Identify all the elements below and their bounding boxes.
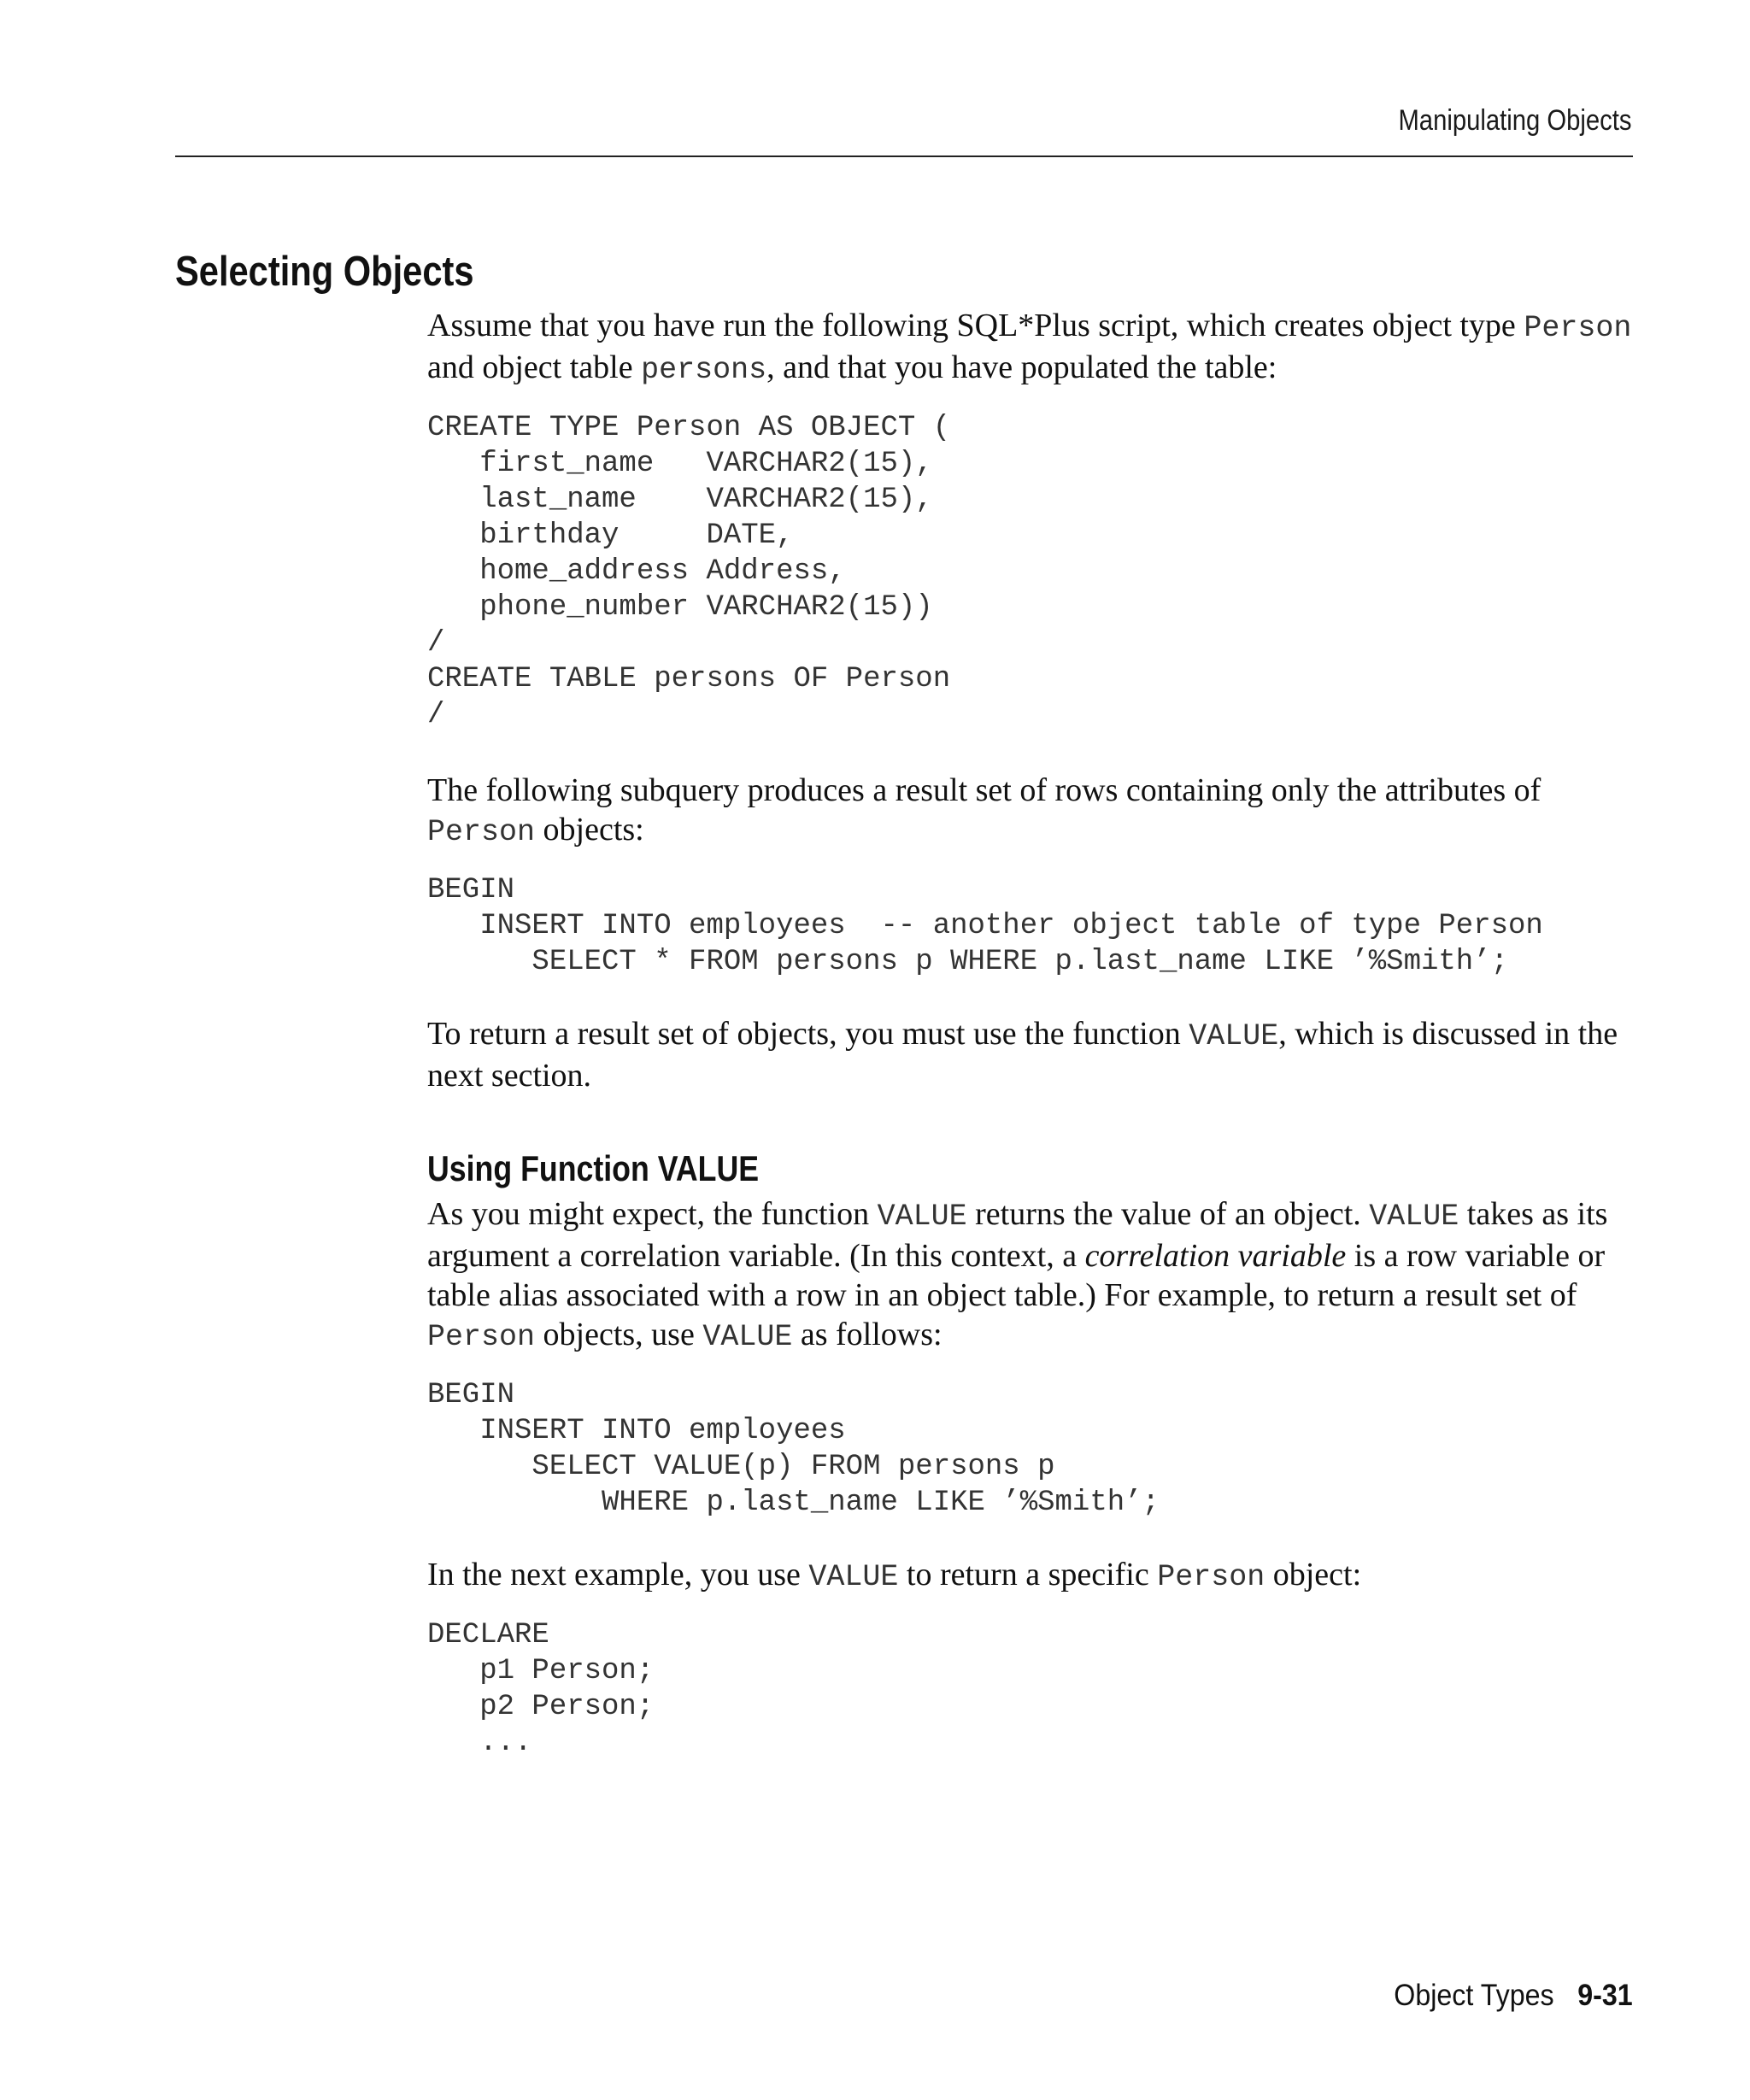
intro-text-1: Assume that you have run the following SQL*Plus script, which creates object type xyxy=(427,308,1524,343)
next-code-person: Person xyxy=(1157,1560,1266,1594)
intro-code-person: Person xyxy=(1524,311,1632,345)
return-text-1: To return a result set of objects, you must use the function xyxy=(427,1016,1189,1052)
code-block-create-type: CREATE TYPE Person AS OBJECT ( first_name VARCHAR2(15), last_name VARCHAR2(15), birthday DATE, home_address Address, phone_number VARCHAR2(15)) / CREATE TABLE persons OF Person / xyxy=(427,412,951,731)
subquery-paragraph xyxy=(427,771,1639,852)
footer-page-number: 9-31 xyxy=(1577,1979,1633,2012)
code-block-subquery: BEGIN INSERT INTO employees -- another object table of type Person SELECT * FROM persons p WHERE p.last_name LIKE ’%Smith’; xyxy=(427,874,1543,978)
return-text-2: , which is discussed in the next section. xyxy=(427,1016,1618,1094)
next-text-3: object: xyxy=(1265,1557,1362,1593)
running-header: Manipulating Objects xyxy=(1398,104,1632,137)
value-text-5: objects, use xyxy=(535,1317,703,1352)
intro-text-2: and object table xyxy=(427,349,642,385)
code-block-value: BEGIN INSERT INTO employees SELECT VALUE(p) FROM persons p WHERE p.last_name LIKE ’%Smith’; xyxy=(427,1379,1160,1519)
value-text-3: takes as its argument a correlation variable. (In this context, a xyxy=(427,1196,1608,1274)
correlation-variable-term: correlation variable xyxy=(1084,1238,1347,1274)
page-footer xyxy=(1395,1979,1633,2013)
value-text-4: is a row variable or table alias associated with a row in an object table.) For example, to return a result set of xyxy=(427,1238,1606,1313)
value-code-1: VALUE xyxy=(877,1200,967,1234)
value-text-6: as follows: xyxy=(792,1317,943,1352)
intro-text-3: , and that you have populated the table: xyxy=(766,349,1277,385)
code-block-declare: DECLARE p1 Person; p2 Person; ... xyxy=(427,1619,655,1759)
next-example-paragraph xyxy=(427,1555,1639,1597)
main-content xyxy=(427,306,1639,1761)
value-code-3: VALUE xyxy=(702,1320,793,1354)
next-text-1: In the next example, you use xyxy=(427,1557,809,1593)
header-rule xyxy=(175,155,1633,157)
value-paragraph xyxy=(427,1194,1639,1357)
subquery-text-2: objects: xyxy=(535,812,644,848)
subquery-text-1: The following subquery produces a result set of rows containing only the attributes of xyxy=(427,772,1542,808)
subquery-code-person: Person xyxy=(427,815,536,849)
next-code-value: VALUE xyxy=(808,1560,899,1594)
value-code-person: Person xyxy=(427,1320,536,1354)
subsection-title: Using Function VALUE xyxy=(427,1148,760,1188)
intro-code-persons: persons xyxy=(641,353,767,387)
footer-chapter: Object Types xyxy=(1394,1979,1554,2012)
value-text-1: As you might expect, the function xyxy=(427,1196,878,1232)
value-text-2: returns the value of an object. xyxy=(966,1196,1370,1232)
intro-paragraph xyxy=(427,306,1639,390)
return-paragraph xyxy=(427,1014,1639,1095)
next-text-2: to return a specific xyxy=(898,1557,1158,1593)
value-code-2: VALUE xyxy=(1369,1200,1459,1234)
section-title: Selecting Objects xyxy=(175,249,474,295)
return-code-value: VALUE xyxy=(1189,1019,1279,1053)
